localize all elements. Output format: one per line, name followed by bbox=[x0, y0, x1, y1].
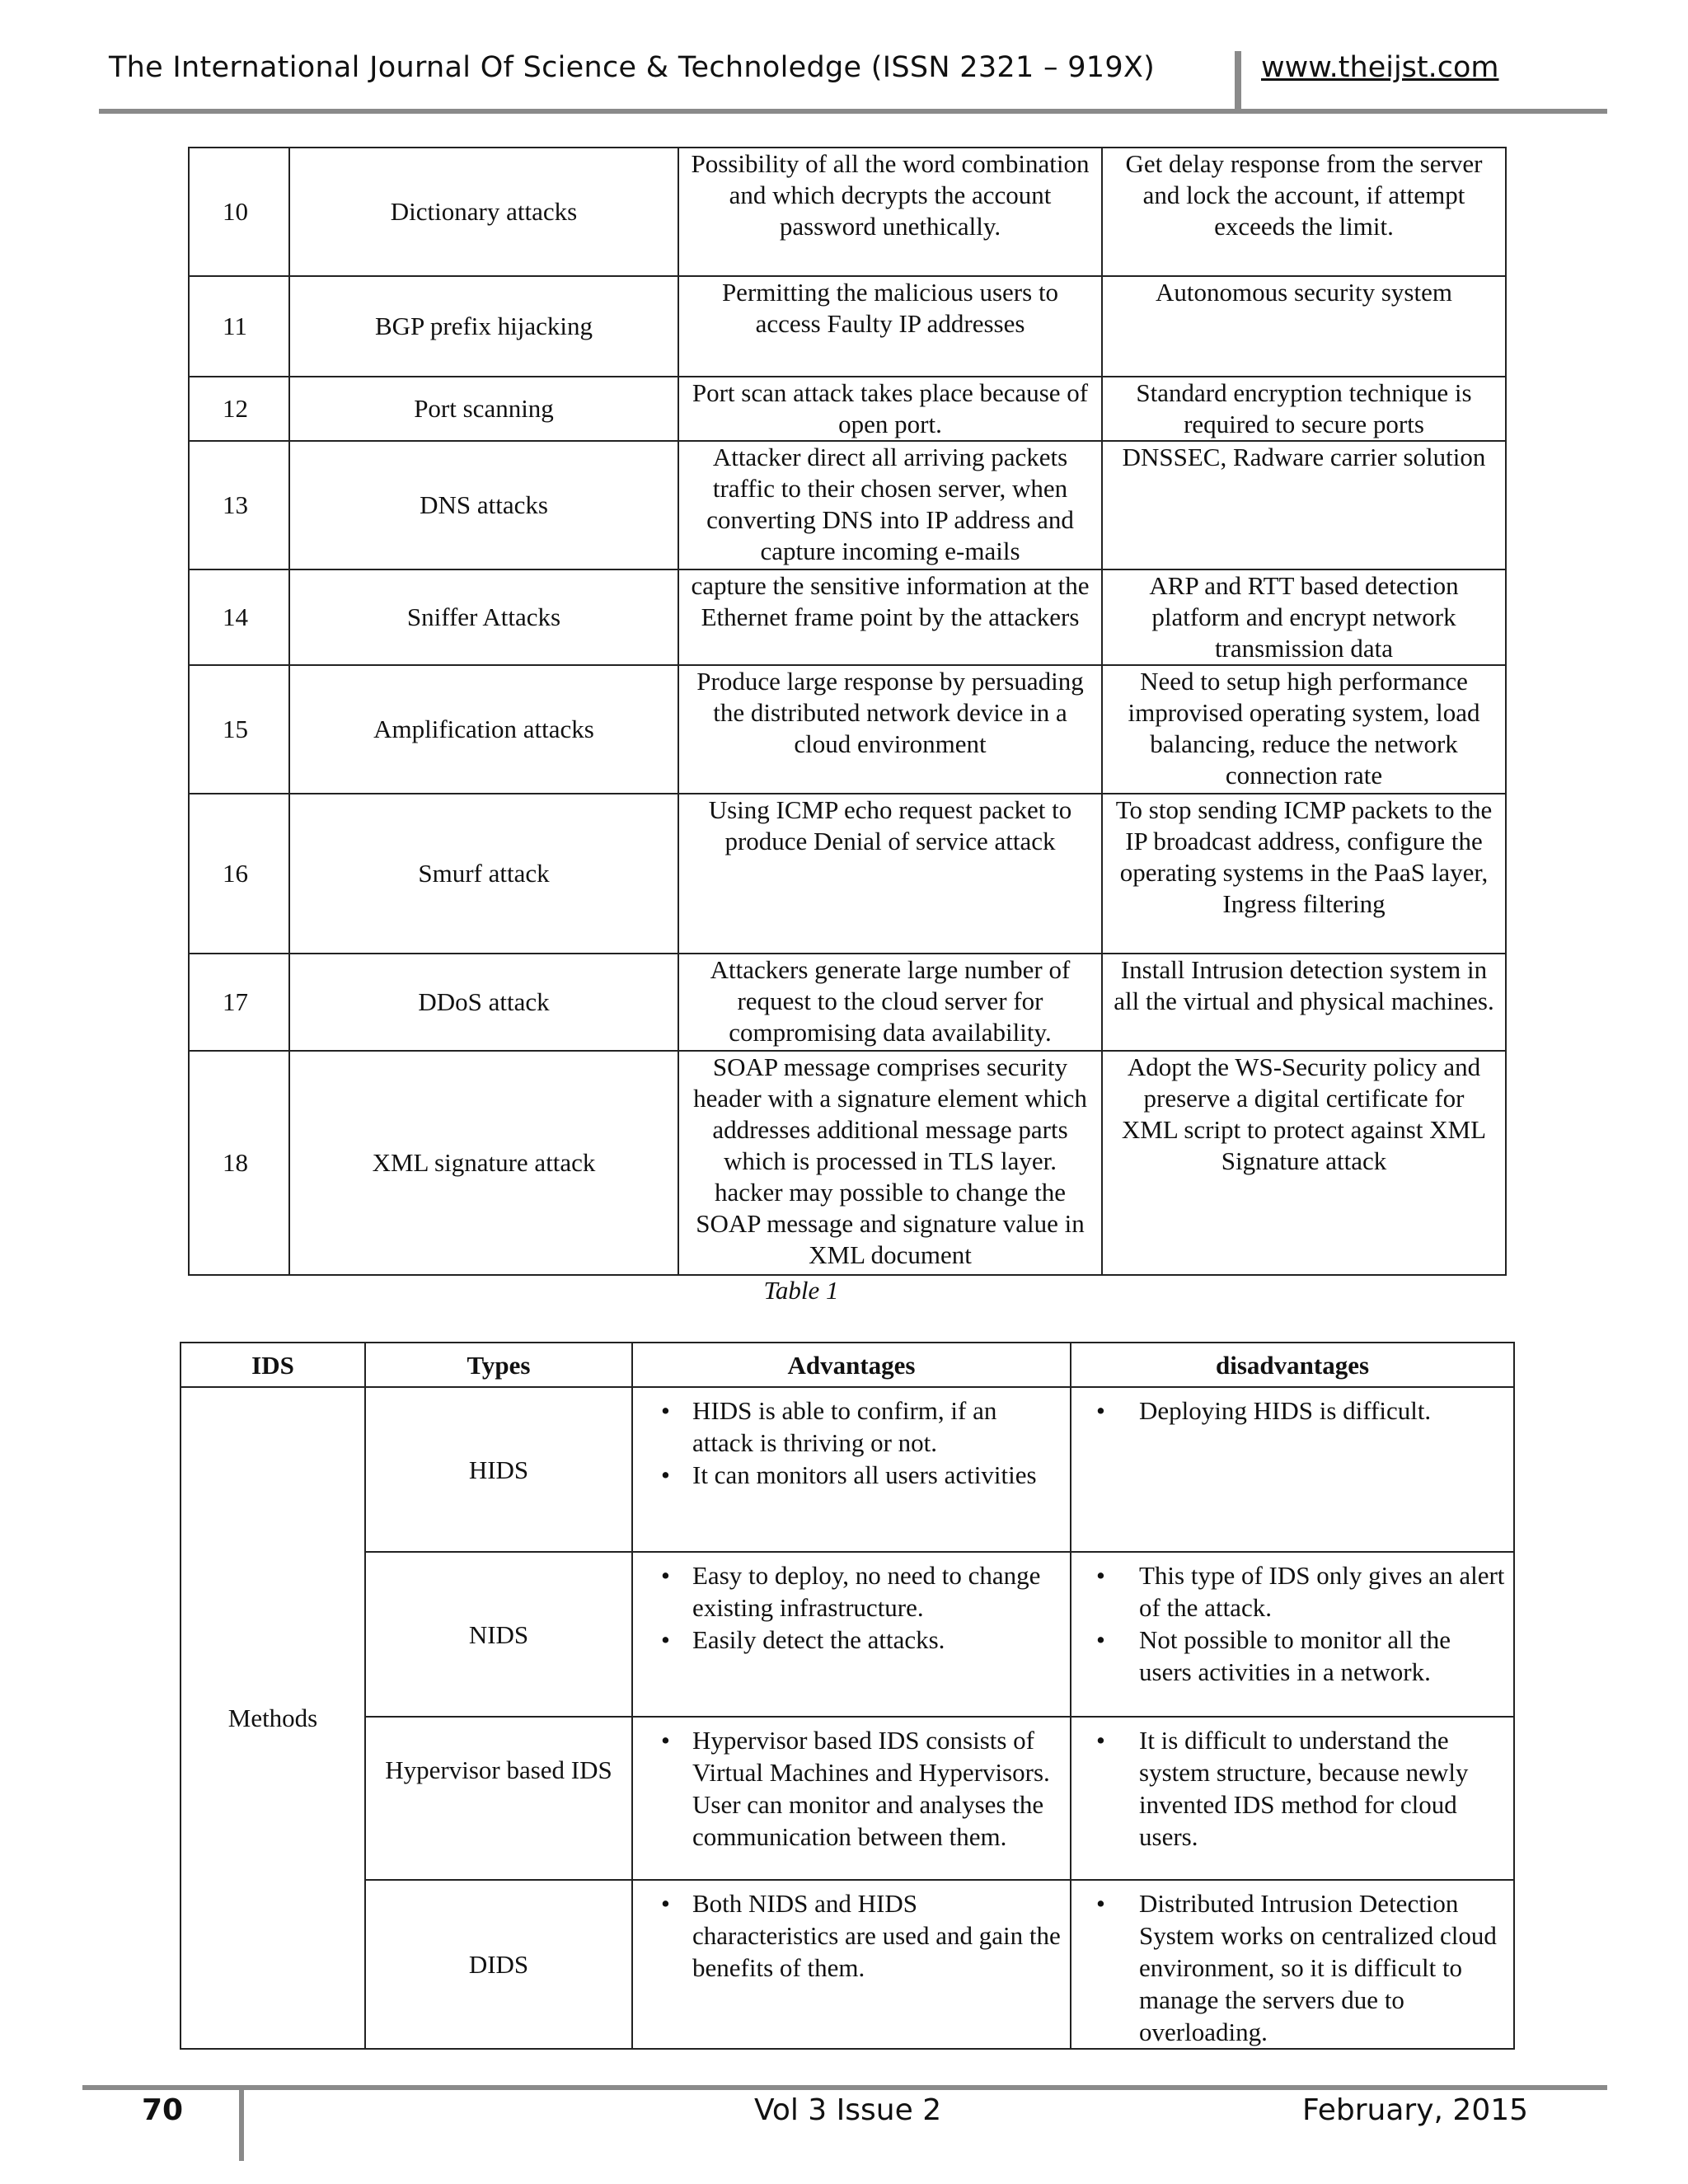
list-item: • Hypervisor based IDS consists of Virtual Machines and Hypervisors. User can monitor and analyses the communication between them. bbox=[641, 1724, 1062, 1853]
attack-solution: Standard encryption technique is required to secure ports bbox=[1102, 377, 1506, 441]
header-divider bbox=[1235, 51, 1241, 112]
attack-name: Amplification attacks bbox=[289, 665, 678, 794]
ids-type: NIDS bbox=[365, 1552, 632, 1717]
row-number: 10 bbox=[189, 148, 289, 276]
disadvantages-list bbox=[1080, 1887, 1505, 2048]
page-footer bbox=[82, 2085, 1607, 2168]
page-number: 70 bbox=[142, 2093, 184, 2127]
attack-description: Port scan attack takes place because of open port. bbox=[678, 377, 1102, 441]
table-row bbox=[189, 665, 1506, 794]
attack-solution: Need to setup high performance improvised operating system, load balancing, reduce the network connection rate bbox=[1102, 665, 1506, 794]
advantages-list bbox=[641, 1887, 1062, 1984]
table-row bbox=[181, 1387, 1514, 1552]
table-row bbox=[189, 276, 1506, 377]
disadvantages-list bbox=[1080, 1559, 1505, 1688]
attack-name: DDoS attack bbox=[289, 954, 678, 1051]
ids-type: HIDS bbox=[365, 1387, 632, 1552]
row-number: 18 bbox=[189, 1051, 289, 1275]
attack-name: Sniffer Attacks bbox=[289, 569, 678, 665]
attack-description: Possibility of all the word combination and which decrypts the account password unethically. bbox=[678, 148, 1102, 276]
publication-date: February, 2015 bbox=[1302, 2093, 1529, 2127]
list-item: • Deploying HIDS is difficult. bbox=[1080, 1394, 1505, 1427]
header-types: Types bbox=[365, 1343, 632, 1387]
advantages-list bbox=[641, 1724, 1062, 1853]
table-row bbox=[189, 569, 1506, 665]
row-number: 13 bbox=[189, 441, 289, 569]
attack-solution: Adopt the WS-Security policy and preserve a digital certificate for XML script to protect against XML Signature attack bbox=[1102, 1051, 1506, 1275]
attack-description: Using ICMP echo request packet to produce Denial of service attack bbox=[678, 794, 1102, 954]
disadvantages-cell bbox=[1071, 1552, 1514, 1717]
attack-description: Attackers generate large number of request to the cloud server for compromising data availability. bbox=[678, 954, 1102, 1051]
list-item: • Easily detect the attacks. bbox=[641, 1624, 1062, 1656]
journal-title: The International Journal Of Science & Technoledge (ISSN 2321 – 919X) bbox=[109, 51, 1156, 84]
attack-name: DNS attacks bbox=[289, 441, 678, 569]
disadvantages-list bbox=[1080, 1724, 1505, 1853]
ids-type: DIDS bbox=[365, 1880, 632, 2049]
attack-name: BGP prefix hijacking bbox=[289, 276, 678, 377]
ids-type: Hypervisor based IDS bbox=[365, 1717, 632, 1880]
methods-cell: Methods bbox=[181, 1387, 365, 2049]
header-disadvantages: disadvantages bbox=[1071, 1343, 1514, 1387]
disadvantages-list bbox=[1080, 1394, 1505, 1427]
attack-description: capture the sensitive information at the Ethernet frame point by the attackers bbox=[678, 569, 1102, 665]
row-number: 15 bbox=[189, 665, 289, 794]
table-row bbox=[181, 1552, 1514, 1717]
list-item: • Not possible to monitor all the users activities in a network. bbox=[1080, 1624, 1505, 1688]
footer-divider bbox=[239, 2085, 244, 2161]
list-item: • Easy to deploy, no need to change existing infrastructure. bbox=[641, 1559, 1062, 1624]
row-number: 16 bbox=[189, 794, 289, 954]
table-header-row bbox=[181, 1343, 1514, 1387]
attack-solution: To stop sending ICMP packets to the IP broadcast address, configure the operating systems in the PaaS layer, Ingress filtering bbox=[1102, 794, 1506, 954]
table-row bbox=[189, 377, 1506, 441]
header-rule bbox=[99, 109, 1607, 114]
footer-rule bbox=[82, 2085, 1607, 2090]
table-row bbox=[189, 794, 1506, 954]
attack-solution: Install Intrusion detection system in all the virtual and physical machines. bbox=[1102, 954, 1506, 1051]
table-row bbox=[189, 1051, 1506, 1275]
disadvantages-cell bbox=[1071, 1387, 1514, 1552]
header-ids: IDS bbox=[181, 1343, 365, 1387]
row-number: 12 bbox=[189, 377, 289, 441]
attack-description: Attacker direct all arriving packets traffic to their chosen server, when converting DNS into IP address and capture incoming e-mails bbox=[678, 441, 1102, 569]
attack-solution: DNSSEC, Radware carrier solution bbox=[1102, 441, 1506, 569]
header-advantages: Advantages bbox=[632, 1343, 1071, 1387]
table-caption-text: Table 1 bbox=[763, 1276, 839, 1305]
ids-comparison-table bbox=[180, 1342, 1515, 2050]
table-row bbox=[189, 954, 1506, 1051]
page-header bbox=[99, 51, 1607, 117]
advantages-cell bbox=[632, 1387, 1071, 1552]
attack-name: XML signature attack bbox=[289, 1051, 678, 1275]
disadvantages-cell bbox=[1071, 1717, 1514, 1880]
advantages-cell bbox=[632, 1717, 1071, 1880]
table-caption bbox=[0, 1276, 1688, 1305]
journal-url-link[interactable]: www.theijst.com bbox=[1261, 51, 1499, 84]
advantages-cell bbox=[632, 1880, 1071, 2049]
attack-name: Smurf attack bbox=[289, 794, 678, 954]
list-item: • It can monitors all users activities bbox=[641, 1459, 1062, 1491]
advantages-cell bbox=[632, 1552, 1071, 1717]
list-item: • This type of IDS only gives an alert of the attack. bbox=[1080, 1559, 1505, 1624]
attack-name: Dictionary attacks bbox=[289, 148, 678, 276]
attack-solution: Autonomous security system bbox=[1102, 276, 1506, 377]
table-row bbox=[189, 441, 1506, 569]
list-item: • Both NIDS and HIDS characteristics are used and gain the benefits of them. bbox=[641, 1887, 1062, 1984]
advantages-list bbox=[641, 1559, 1062, 1656]
attack-description: Produce large response by persuading the distributed network device in a cloud environment bbox=[678, 665, 1102, 794]
attacks-table bbox=[188, 147, 1507, 1276]
advantages-list bbox=[641, 1394, 1062, 1491]
attack-description: SOAP message comprises security header with a signature element which addresses additional message parts which is processed in TLS layer. hacker may possible to change the SOAP message and signature value in XML document bbox=[678, 1051, 1102, 1275]
attack-solution: ARP and RTT based detection platform and encrypt network transmission data bbox=[1102, 569, 1506, 665]
attack-description: Permitting the malicious users to access Faulty IP addresses bbox=[678, 276, 1102, 377]
attack-name: Port scanning bbox=[289, 377, 678, 441]
table-row bbox=[181, 1717, 1514, 1880]
row-number: 14 bbox=[189, 569, 289, 665]
row-number: 11 bbox=[189, 276, 289, 377]
attack-solution: Get delay response from the server and lock the account, if attempt exceeds the limit. bbox=[1102, 148, 1506, 276]
list-item: • It is difficult to understand the system structure, because newly invented IDS method for cloud users. bbox=[1080, 1724, 1505, 1853]
table-row bbox=[189, 148, 1506, 276]
row-number: 17 bbox=[189, 954, 289, 1051]
table-row bbox=[181, 1880, 1514, 2049]
list-item: • Distributed Intrusion Detection System works on centralized cloud environment, so it is difficult to manage the servers due to overloading. bbox=[1080, 1887, 1505, 2048]
volume-issue: Vol 3 Issue 2 bbox=[754, 2093, 942, 2127]
disadvantages-cell bbox=[1071, 1880, 1514, 2049]
list-item: • HIDS is able to confirm, if an attack is thriving or not. bbox=[641, 1394, 1062, 1459]
